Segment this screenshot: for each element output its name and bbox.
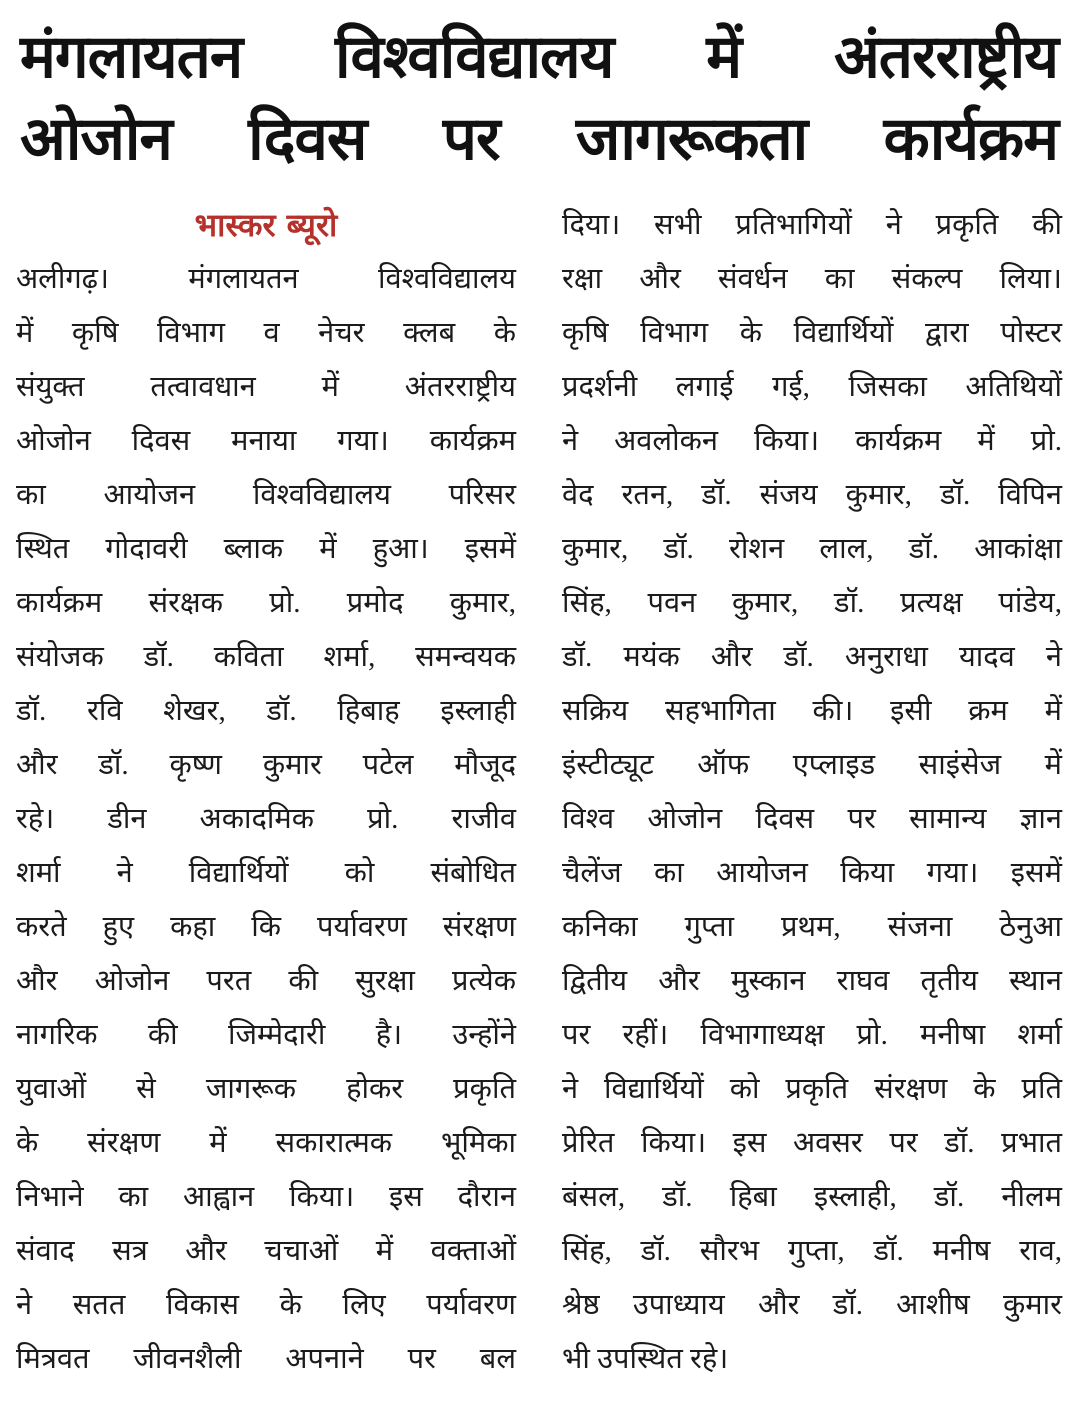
body-line: मित्रवत जीवनशैली अपनाने पर बल bbox=[16, 1343, 516, 1375]
headline-line-2: ओजोन दिवस पर जागरूकता कार्यक्रम bbox=[20, 104, 1058, 174]
body-line: अलीगढ़। मंगलायतन विश्वविद्यालय bbox=[16, 263, 516, 295]
left-column bbox=[16, 198, 516, 1386]
body-line: ने विद्यार्थियों को प्रकृति संरक्षण के प्रति bbox=[562, 1073, 1062, 1105]
body-line: संवाद सत्र और चचाओं में वक्ताओं bbox=[16, 1235, 516, 1267]
body-line: और डॉ. कृष्ण कुमार पटेल मौजूद bbox=[16, 749, 516, 781]
body-line: दिया। सभी प्रतिभागियों ने प्रकृति की bbox=[562, 209, 1062, 241]
body-line: नागरिक की जिम्मेदारी है। उन्होंने bbox=[16, 1019, 516, 1051]
body-line: और ओजोन परत की सुरक्षा प्रत्येक bbox=[16, 965, 516, 997]
body-line: करते हुए कहा कि पर्यावरण संरक्षण bbox=[16, 911, 516, 943]
body-line: भी उपस्थित रहे। bbox=[562, 1343, 729, 1375]
body-line: वेद रतन, डॉ. संजय कुमार, डॉ. विपिन bbox=[562, 479, 1062, 511]
body-line: कनिका गुप्ता प्रथम, संजना ठेनुआ bbox=[562, 911, 1062, 943]
body-line: संयोजक डॉ. कविता शर्मा, समन्वयक bbox=[16, 641, 516, 673]
right-column bbox=[562, 198, 1062, 1386]
body-line: पर रहीं। विभागाध्यक्ष प्रो. मनीषा शर्मा bbox=[562, 1019, 1062, 1051]
body-line: रहे। डीन अकादमिक प्रो. राजीव bbox=[16, 803, 516, 835]
byline: भास्कर ब्यूरो bbox=[194, 206, 338, 244]
body-line: युवाओं से जागरूक होकर प्रकृति bbox=[16, 1073, 516, 1105]
body-line: प्रेरित किया। इस अवसर पर डॉ. प्रभात bbox=[562, 1127, 1062, 1159]
body-line: डॉ. रवि शेखर, डॉ. हिबाह इस्लाही bbox=[16, 695, 516, 727]
body-line: निभाने का आह्वान किया। इस दौरान bbox=[16, 1181, 516, 1213]
body-line: द्वितीय और मुस्कान राघव तृतीय स्थान bbox=[562, 965, 1062, 997]
body-line: ने सतत विकास के लिए पर्यावरण bbox=[16, 1289, 516, 1321]
body-line: कार्यक्रम संरक्षक प्रो. प्रमोद कुमार, bbox=[16, 587, 516, 619]
headline-line-1: मंगलायतन विश्वविद्यालय में अंतरराष्ट्रीय bbox=[20, 22, 1058, 92]
body-line: सक्रिय सहभागिता की। इसी क्रम में bbox=[562, 695, 1062, 727]
body-line: ओजोन दिवस मनाया गया। कार्यक्रम bbox=[16, 425, 516, 457]
body-line: ने अवलोकन किया। कार्यक्रम में प्रो. bbox=[562, 425, 1062, 457]
body-line: श्रेष्ठ उपाध्याय और डॉ. आशीष कुमार bbox=[562, 1289, 1062, 1321]
right-column-lines bbox=[562, 198, 1062, 1386]
body-line: इंस्टीट्यूट ऑफ एप्लाइड साइंसेज में bbox=[562, 749, 1062, 781]
body-line: प्रदर्शनी लगाई गई, जिसका अतिथियों bbox=[562, 371, 1062, 403]
body-line: शर्मा ने विद्यार्थियों को संबोधित bbox=[16, 857, 516, 889]
article-headline bbox=[16, 10, 1062, 180]
body-line: स्थित गोदावरी ब्लाक में हुआ। इसमें bbox=[16, 533, 516, 565]
body-line: विश्व ओजोन दिवस पर सामान्य ज्ञान bbox=[562, 803, 1062, 835]
body-line: के संरक्षण में सकारात्मक भूमिका bbox=[16, 1127, 516, 1159]
body-line: संयुक्त तत्वावधान में अंतरराष्ट्रीय bbox=[16, 371, 516, 403]
body-line: डॉ. मयंक और डॉ. अनुराधा यादव ने bbox=[562, 641, 1062, 673]
body-line: चैलेंज का आयोजन किया गया। इसमें bbox=[562, 857, 1062, 889]
body-line: कुमार, डॉ. रोशन लाल, डॉ. आकांक्षा bbox=[562, 533, 1062, 565]
left-column-lines bbox=[16, 252, 516, 1386]
body-line: सिंह, पवन कुमार, डॉ. प्रत्यक्ष पांडेय, bbox=[562, 587, 1062, 619]
body-line: सिंह, डॉ. सौरभ गुप्ता, डॉ. मनीष राव, bbox=[562, 1235, 1062, 1267]
body-line: में कृषि विभाग व नेचर क्लब के bbox=[16, 317, 516, 349]
body-line: कृषि विभाग के विद्यार्थियों द्वारा पोस्टर bbox=[562, 317, 1062, 349]
body-line: बंसल, डॉ. हिबा इस्लाही, डॉ. नीलम bbox=[562, 1181, 1062, 1213]
body-line: का आयोजन विश्वविद्यालय परिसर bbox=[16, 479, 516, 511]
article-body bbox=[16, 198, 1062, 1386]
body-line: रक्षा और संवर्धन का संकल्प लिया। bbox=[562, 263, 1062, 295]
